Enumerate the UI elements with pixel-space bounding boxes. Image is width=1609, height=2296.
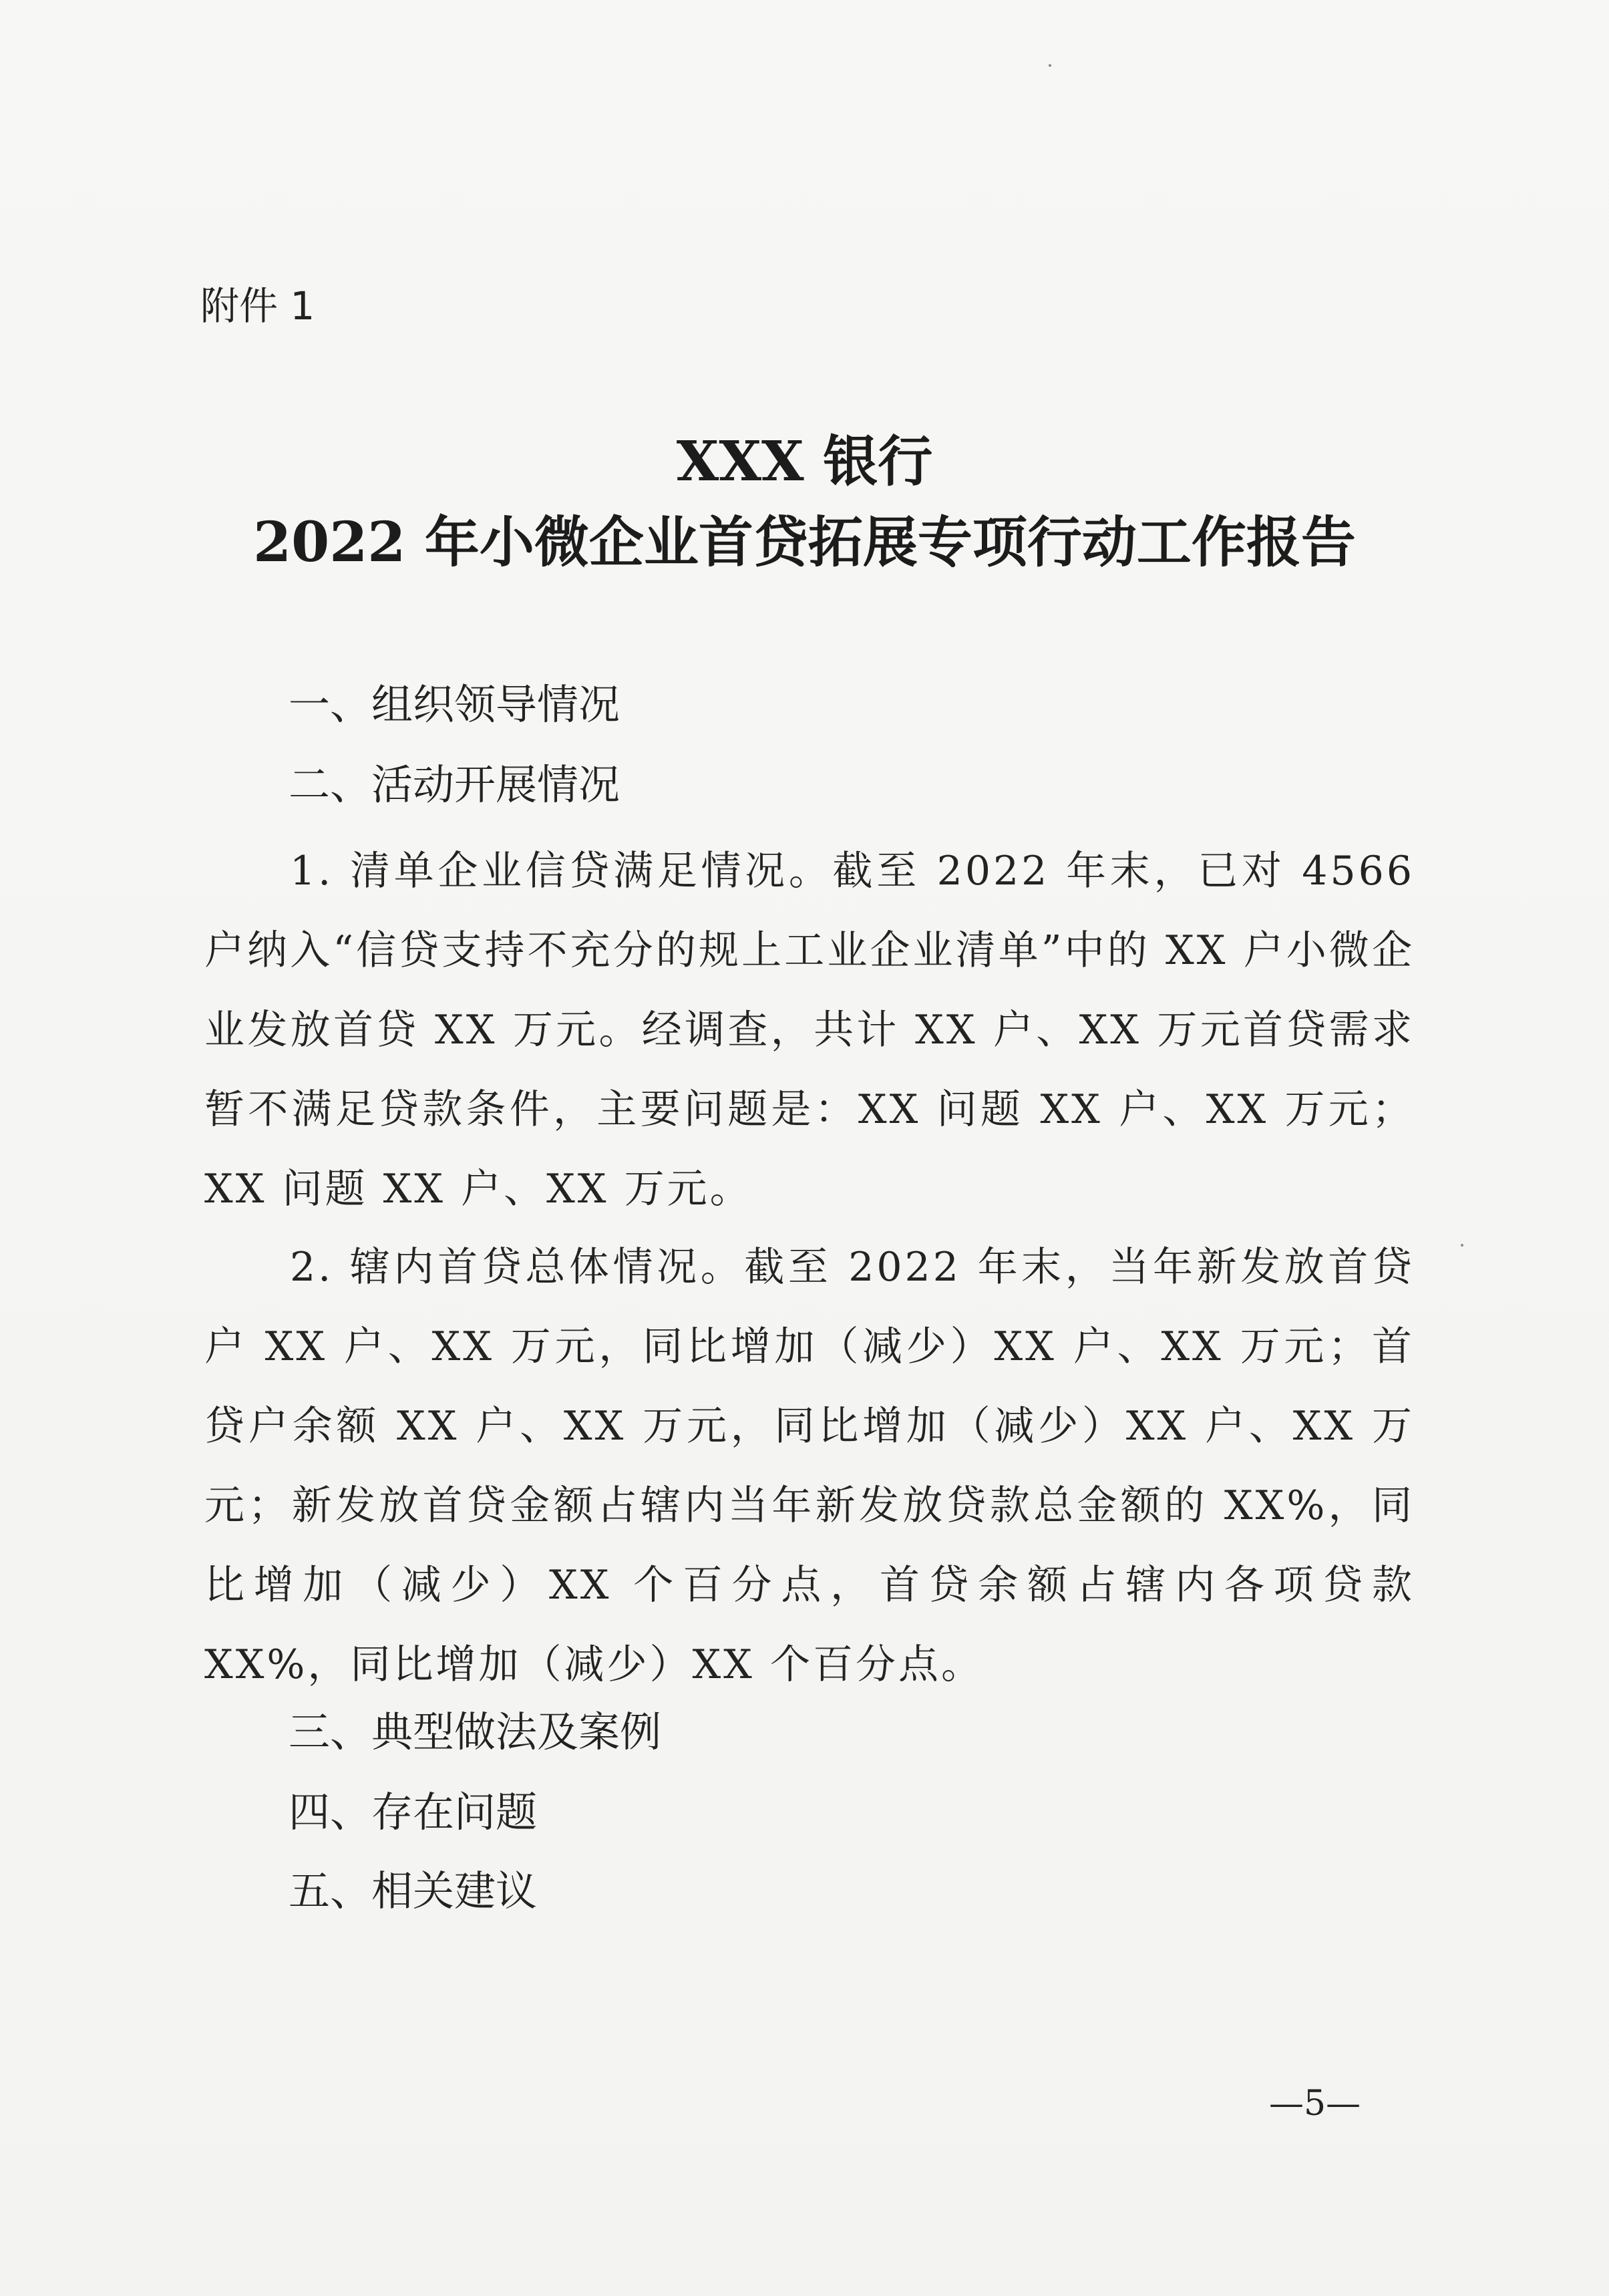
paragraph-overall-first-loans: 2. 辖内首贷总体情况。截至 2022 年末，当年新发放首贷户 XX 户、XX 万元，同比增加（减少）XX 户、XX 万元；首贷户余额 XX 户、XX 万元，同比增加（减少）XX 户、XX 万元；新发放首贷金额占辖内当年新发放贷款总金额的 XX%，同比增加（减少）XX 个百分点，首贷余额占辖内各项贷款 XX%，同比增加（减少）XX 个百分点。 bbox=[204, 1244, 1415, 1688]
attachment-label: 附件 1 bbox=[200, 283, 315, 329]
section-heading-activities: 二、活动开展情况 bbox=[289, 760, 620, 809]
report-title-main: 2022 年小微企业首贷拓展专项行动工作报告 bbox=[253, 510, 1356, 575]
report-title-bank: XXX 银行 bbox=[676, 430, 933, 494]
scan-speck bbox=[1049, 64, 1051, 67]
section-heading-practices: 三、典型做法及案例 bbox=[289, 1707, 662, 1756]
section-heading-suggestions: 五、相关建议 bbox=[289, 1866, 538, 1915]
paragraph-list-enterprises: 1. 清单企业信贷满足情况。截至 2022 年末，已对 4566 户纳入“信贷支持不充分的规上工业企业清单”中的 XX 户小微企业发放首贷 XX 万元。经调查，共计 XX 户、XX 万元首贷需求暂不满足贷款条件，主要问题是：XX 问题 XX 户、XX 万元；XX 问题 XX 户、XX 万元。 bbox=[204, 848, 1415, 1212]
section-heading-problems: 四、存在问题 bbox=[289, 1788, 538, 1836]
page-number: —5— bbox=[1269, 2084, 1361, 2124]
section-heading-organization: 一、组织领导情况 bbox=[289, 680, 620, 729]
scan-speck bbox=[1461, 1244, 1463, 1247]
